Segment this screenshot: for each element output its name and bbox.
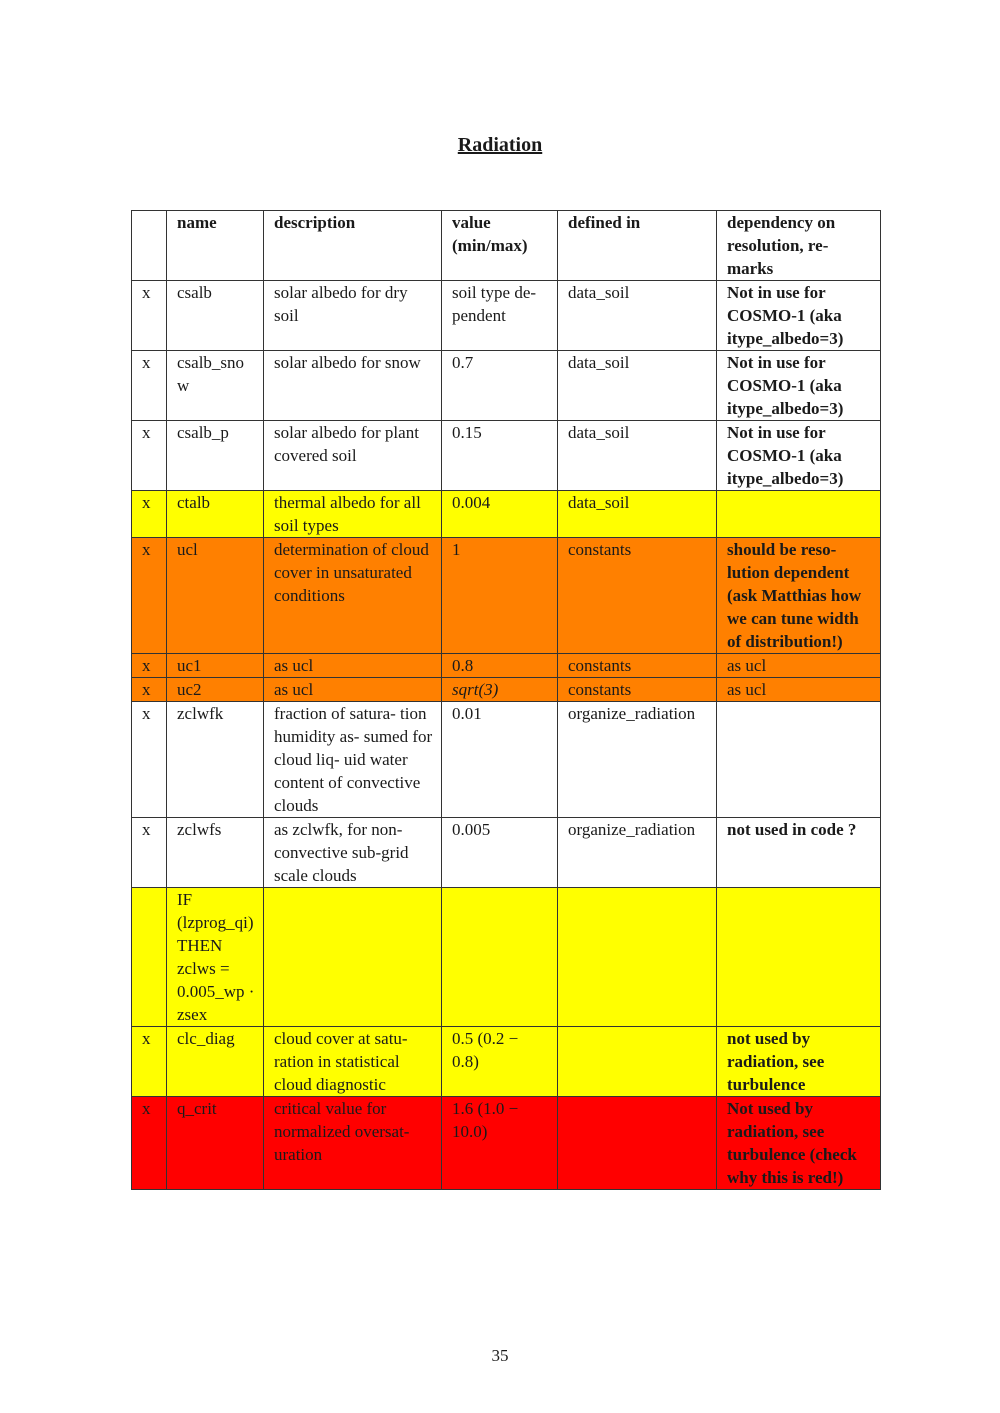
name-cell: IF (lzprog_qi) THEN zclws = 0.005_wp · zsex — [167, 888, 264, 1027]
description-cell: critical value for normalized oversat- uration — [264, 1097, 442, 1190]
value-cell: sqrt(3) — [442, 678, 558, 702]
header-cell-remarks: dependency on resolution, re- marks — [717, 211, 881, 281]
table-row — [132, 1027, 881, 1097]
defined-in-cell: data_soil — [558, 351, 717, 421]
defined-in-cell: data_soil — [558, 421, 717, 491]
marker-cell — [132, 888, 167, 1027]
header-cell-value: value (min/max) — [442, 211, 558, 281]
value-cell: 1.6 (1.0 − 10.0) — [442, 1097, 558, 1190]
remarks-cell — [717, 888, 881, 1027]
value-cell: 0.7 — [442, 351, 558, 421]
value-cell: 0.004 — [442, 491, 558, 538]
description-cell: cloud cover at satu- ration in statistical cloud diagnostic — [264, 1027, 442, 1097]
name-cell: clc_diag — [167, 1027, 264, 1097]
parameter-table — [131, 210, 881, 1190]
marker-cell: x — [132, 1097, 167, 1190]
description-cell — [264, 888, 442, 1027]
description-cell: fraction of satura- tion humidity as- sumed for cloud liq- uid water content of convective clouds — [264, 702, 442, 818]
table-row — [132, 678, 881, 702]
name-cell: ctalb — [167, 491, 264, 538]
description-cell: thermal albedo for all soil types — [264, 491, 442, 538]
name-cell: csalb — [167, 281, 264, 351]
description-cell: solar albedo for dry soil — [264, 281, 442, 351]
header-cell-description: description — [264, 211, 442, 281]
name-cell: zclwfs — [167, 818, 264, 888]
defined-in-cell: constants — [558, 538, 717, 654]
name-cell: ucl — [167, 538, 264, 654]
value-cell: 0.8 — [442, 654, 558, 678]
table-row — [132, 281, 881, 351]
description-cell: as zclwfk, for non- convective sub-grid scale clouds — [264, 818, 442, 888]
remarks-cell — [717, 491, 881, 538]
name-cell: q_crit — [167, 1097, 264, 1190]
marker-cell: x — [132, 818, 167, 888]
table-header-row — [132, 211, 881, 281]
marker-cell: x — [132, 538, 167, 654]
marker-cell: x — [132, 421, 167, 491]
remarks-cell: Not used by radiation, see turbulence (check why this is red!) — [717, 1097, 881, 1190]
description-cell: determination of cloud cover in unsaturated conditions — [264, 538, 442, 654]
value-cell: 0.01 — [442, 702, 558, 818]
description-cell: as ucl — [264, 654, 442, 678]
table-row — [132, 888, 881, 1027]
marker-cell: x — [132, 1027, 167, 1097]
remarks-cell: Not in use for COSMO-1 (aka itype_albedo=3) — [717, 281, 881, 351]
value-cell: soil type de- pendent — [442, 281, 558, 351]
value-cell: 0.15 — [442, 421, 558, 491]
defined-in-cell — [558, 1027, 717, 1097]
marker-cell: x — [132, 654, 167, 678]
name-cell: csalb_p — [167, 421, 264, 491]
remarks-cell: as ucl — [717, 678, 881, 702]
value-cell: 0.005 — [442, 818, 558, 888]
description-cell: as ucl — [264, 678, 442, 702]
header-cell-defined-in: defined in — [558, 211, 717, 281]
table-row — [132, 1097, 881, 1190]
defined-in-cell: data_soil — [558, 491, 717, 538]
page-number: 35 — [491, 1346, 509, 1365]
defined-in-cell — [558, 1097, 717, 1190]
name-cell: csalb_snow — [167, 351, 264, 421]
defined-in-cell: constants — [558, 678, 717, 702]
table-row — [132, 654, 881, 678]
table-row — [132, 491, 881, 538]
marker-cell: x — [132, 678, 167, 702]
description-cell: solar albedo for snow — [264, 351, 442, 421]
remarks-cell: should be reso- lution dependent (ask Matthias how we can tune width of distribution!) — [717, 538, 881, 654]
defined-in-cell: organize_radiation — [558, 702, 717, 818]
marker-cell: x — [132, 281, 167, 351]
marker-cell: x — [132, 351, 167, 421]
remarks-cell: Not in use for COSMO-1 (aka itype_albedo=3) — [717, 421, 881, 491]
page-title: Radiation — [457, 134, 543, 156]
table-row — [132, 818, 881, 888]
remarks-cell: Not in use for COSMO-1 (aka itype_albedo=3) — [717, 351, 881, 421]
name-cell: uc1 — [167, 654, 264, 678]
defined-in-cell: constants — [558, 654, 717, 678]
value-cell: 1 — [442, 538, 558, 654]
marker-cell: x — [132, 702, 167, 818]
table-row — [132, 538, 881, 654]
value-cell: 0.5 (0.2 − 0.8) — [442, 1027, 558, 1097]
header-cell-x — [132, 211, 167, 281]
table-row — [132, 351, 881, 421]
marker-cell: x — [132, 491, 167, 538]
remarks-cell: as ucl — [717, 654, 881, 678]
remarks-cell: not used in code ? — [717, 818, 881, 888]
header-cell-name: name — [167, 211, 264, 281]
table-row — [132, 702, 881, 818]
value-cell — [442, 888, 558, 1027]
remarks-cell — [717, 702, 881, 818]
description-cell: solar albedo for plant covered soil — [264, 421, 442, 491]
name-cell: uc2 — [167, 678, 264, 702]
table-row — [132, 421, 881, 491]
table-body — [132, 281, 881, 1190]
name-cell: zclwfk — [167, 702, 264, 818]
remarks-cell: not used by radiation, see turbulence — [717, 1027, 881, 1097]
defined-in-cell: organize_radiation — [558, 818, 717, 888]
defined-in-cell: data_soil — [558, 281, 717, 351]
defined-in-cell — [558, 888, 717, 1027]
